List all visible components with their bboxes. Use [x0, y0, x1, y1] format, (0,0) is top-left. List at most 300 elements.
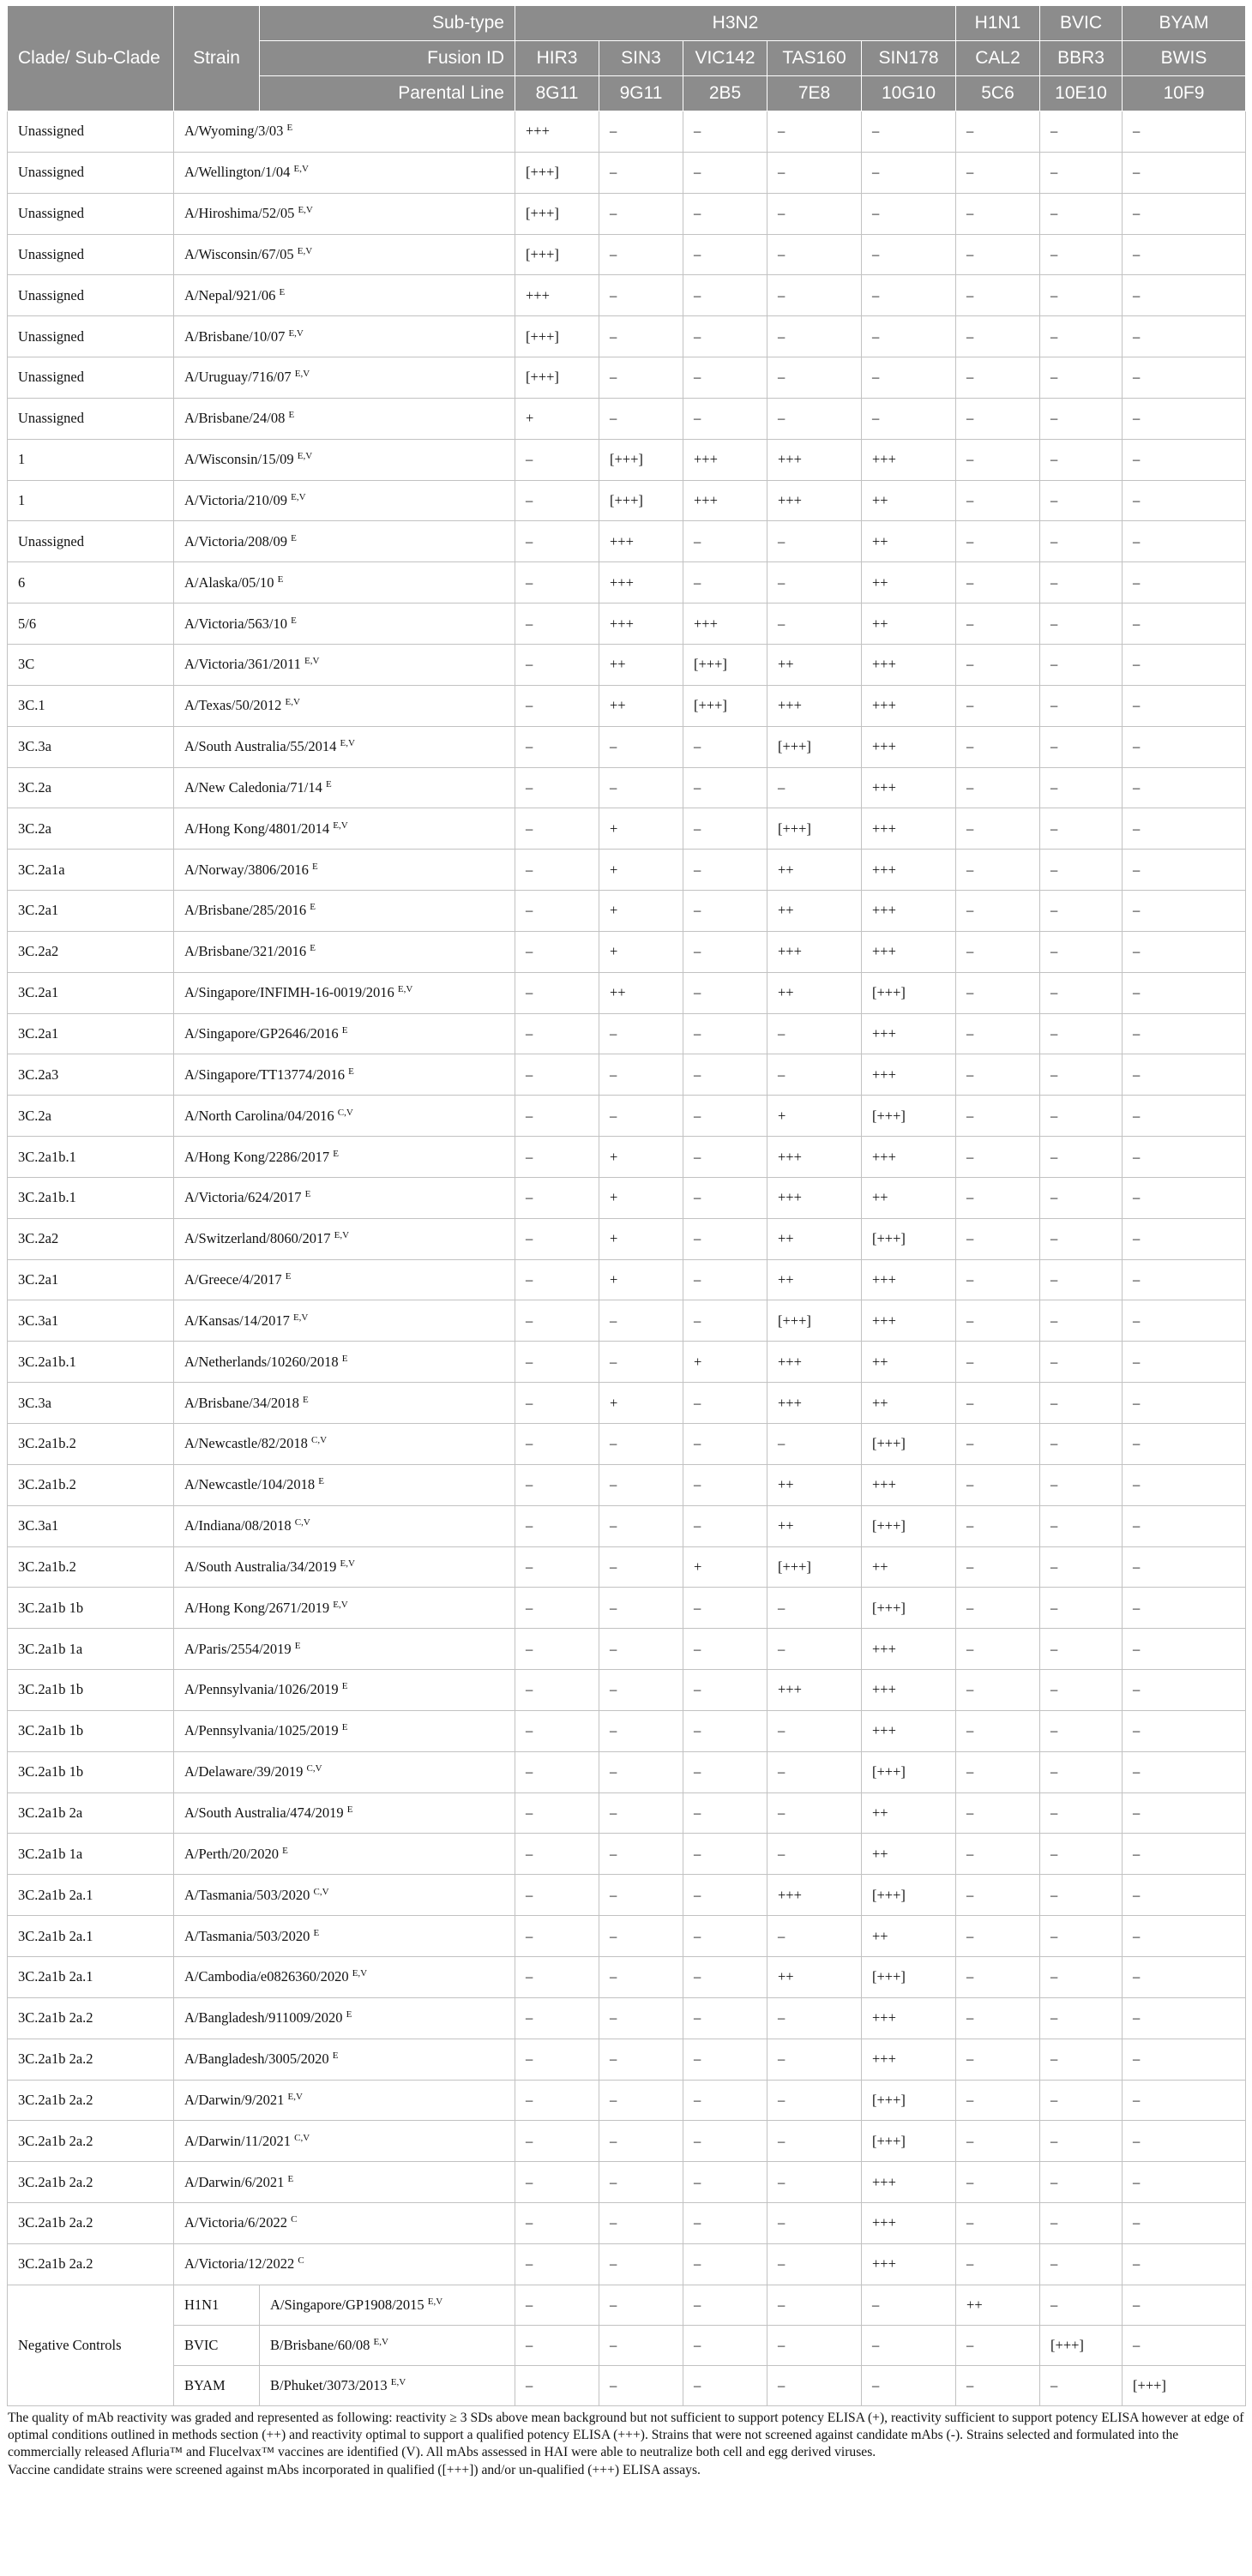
- strain-name: A/Singapore/TT13774/2016: [184, 1066, 345, 1083]
- reactivity-cell: –: [683, 316, 767, 357]
- table-row: [8, 1424, 1246, 1465]
- reactivity-cell: –: [515, 685, 599, 726]
- reactivity-cell: –: [956, 972, 1040, 1013]
- clade-cell: Unassigned: [8, 111, 174, 153]
- reactivity-cell: –: [862, 234, 956, 275]
- reactivity-cell: –: [1040, 726, 1123, 767]
- reactivity-cell: –: [683, 152, 767, 193]
- strain-cell: [174, 1505, 515, 1546]
- reactivity-cell: –: [956, 1751, 1040, 1792]
- reactivity-cell: –: [683, 1218, 767, 1259]
- reactivity-cell: –: [515, 439, 599, 480]
- reactivity-cell: –: [1040, 1916, 1123, 1957]
- strain-cell: [174, 275, 515, 316]
- strain-superscript: E: [341, 1681, 348, 1692]
- table-row: [8, 521, 1246, 562]
- reactivity-cell: –: [767, 603, 862, 645]
- reactivity-cell: ++: [956, 2285, 1040, 2325]
- reactivity-cell: –: [956, 726, 1040, 767]
- reactivity-cell: –: [1040, 1424, 1123, 1465]
- reactivity-cell: –: [767, 316, 862, 357]
- table-row: [8, 1710, 1246, 1751]
- reactivity-cell: –: [956, 1588, 1040, 1629]
- reactivity-cell: –: [1123, 2203, 1246, 2244]
- table-row: [8, 1013, 1246, 1054]
- reactivity-cell: –: [862, 316, 956, 357]
- reactivity-cell: –: [683, 193, 767, 234]
- reactivity-cell: [+++]: [862, 972, 956, 1013]
- reactivity-cell: –: [683, 562, 767, 603]
- negative-controls-label: Negative Controls: [8, 2285, 174, 2405]
- reactivity-cell: –: [1123, 152, 1246, 193]
- reactivity-cell: –: [956, 1834, 1040, 1875]
- reactivity-cell: –: [1123, 111, 1246, 153]
- reactivity-cell: ++: [862, 521, 956, 562]
- reactivity-cell: ++: [862, 603, 956, 645]
- reactivity-cell: –: [956, 2080, 1040, 2121]
- reactivity-cell: –: [599, 152, 683, 193]
- table-row: [8, 1670, 1246, 1711]
- table-row: [8, 1137, 1246, 1178]
- strain-cell: [174, 644, 515, 685]
- reactivity-cell: ++: [767, 891, 862, 932]
- reactivity-cell: –: [1123, 1588, 1246, 1629]
- reactivity-cell: –: [767, 1997, 862, 2039]
- reactivity-cell: –: [1040, 2162, 1123, 2203]
- reactivity-cell: +++: [862, 1997, 956, 2039]
- strain-cell: [174, 2080, 515, 2121]
- reactivity-cell: [+++]: [599, 439, 683, 480]
- reactivity-cell: –: [862, 2325, 956, 2365]
- reactivity-cell: –: [1040, 2080, 1123, 2121]
- reactivity-cell: –: [1123, 1137, 1246, 1178]
- reactivity-cell: –: [599, 2039, 683, 2080]
- strain-cell: [174, 850, 515, 891]
- reactivity-cell: +++: [862, 1300, 956, 1342]
- fusion-id: SIN3: [599, 41, 683, 76]
- strain-superscript: E: [302, 1394, 309, 1405]
- reactivity-cell: –: [956, 1300, 1040, 1342]
- strain-name: A/Brisbane/10/07: [184, 327, 286, 345]
- reactivity-cell: +: [599, 1383, 683, 1424]
- reactivity-cell: +++: [767, 685, 862, 726]
- table-row: [8, 1218, 1246, 1259]
- reactivity-cell: ++: [862, 480, 956, 521]
- reactivity-cell: –: [1123, 1424, 1246, 1465]
- strain-cell: [174, 152, 515, 193]
- reactivity-cell: –: [1123, 1218, 1246, 1259]
- reactivity-cell: –: [1123, 1054, 1246, 1096]
- strain-superscript: C,V: [294, 1517, 310, 1528]
- table-row: [8, 1300, 1246, 1342]
- strain-superscript: E: [313, 1927, 320, 1938]
- strain-cell: [174, 685, 515, 726]
- strain-superscript: E: [279, 286, 286, 297]
- reactivity-cell: –: [683, 1137, 767, 1178]
- reactivity-cell: –: [1123, 275, 1246, 316]
- reactivity-cell: –: [1040, 1751, 1123, 1792]
- reactivity-cell: –: [683, 891, 767, 932]
- reactivity-cell: [+++]: [767, 1546, 862, 1588]
- strain-superscript: E: [291, 615, 297, 626]
- reactivity-cell: –: [767, 398, 862, 439]
- strain-cell: [260, 2285, 515, 2325]
- strain-superscript: E: [346, 2009, 352, 2021]
- reactivity-cell: –: [767, 1916, 862, 1957]
- reactivity-cell: –: [1040, 111, 1123, 153]
- strain-superscript: E: [282, 1845, 288, 1856]
- reactivity-cell: –: [956, 1997, 1040, 2039]
- table-row: [8, 1956, 1246, 1997]
- strain-name: A/Greece/4/2017: [184, 1271, 282, 1288]
- strain-superscript: E,V: [291, 492, 306, 503]
- table-row: [8, 1096, 1246, 1137]
- reactivity-cell: –: [683, 1259, 767, 1300]
- reactivity-cell: –: [1123, 316, 1246, 357]
- table-row: [8, 685, 1246, 726]
- reactivity-cell: +++: [862, 685, 956, 726]
- reactivity-cell: –: [515, 726, 599, 767]
- reactivity-cell: –: [683, 2243, 767, 2285]
- strain-name: A/Victoria/210/09: [184, 492, 287, 509]
- table-row: [8, 1997, 1246, 2039]
- strain-name: A/Victoria/12/2022: [184, 2255, 295, 2273]
- strain-cell: [174, 1997, 515, 2039]
- strain-cell: [174, 1670, 515, 1711]
- reactivity-cell: –: [1123, 972, 1246, 1013]
- strain-superscript: E: [348, 1066, 354, 1077]
- reactivity-cell: –: [1123, 644, 1246, 685]
- reactivity-cell: +++: [862, 1464, 956, 1505]
- strain-header: Strain: [174, 6, 260, 111]
- reactivity-cell: –: [683, 1054, 767, 1096]
- strain-cell: [174, 2203, 515, 2244]
- reactivity-cell: –: [1040, 316, 1123, 357]
- strain-name: A/Nepal/921/06: [184, 286, 276, 303]
- reactivity-cell: –: [683, 850, 767, 891]
- strain-superscript: C,V: [313, 1886, 329, 1897]
- strain-cell: [174, 1875, 515, 1916]
- table-row: [8, 2203, 1246, 2244]
- reactivity-cell: –: [1040, 850, 1123, 891]
- clade-cell: 3C: [8, 644, 174, 685]
- reactivity-cell: –: [683, 1464, 767, 1505]
- strain-name: A/Newcastle/82/2018: [184, 1435, 308, 1452]
- reactivity-cell: –: [1040, 2121, 1123, 2162]
- reactivity-cell: –: [599, 316, 683, 357]
- strain-superscript: E: [304, 1189, 311, 1200]
- reactivity-cell: –: [956, 111, 1040, 153]
- reactivity-cell: –: [515, 1177, 599, 1218]
- strain-superscript: E,V: [288, 327, 304, 339]
- reactivity-cell: –: [1123, 931, 1246, 972]
- reactivity-cell: [+++]: [862, 1588, 956, 1629]
- strain-name: A/Hong Kong/2671/2019: [184, 1599, 330, 1616]
- reactivity-cell: ++: [862, 1383, 956, 1424]
- reactivity-cell: [+++]: [683, 644, 767, 685]
- table-row: [8, 972, 1246, 1013]
- reactivity-cell: –: [515, 931, 599, 972]
- reactivity-cell: –: [599, 398, 683, 439]
- reactivity-cell: –: [1040, 1670, 1123, 1711]
- strain-name: A/North Carolina/04/2016: [184, 1107, 334, 1124]
- reactivity-cell: –: [1040, 972, 1123, 1013]
- reactivity-cell: –: [1123, 1464, 1246, 1505]
- strain-name: A/Hong Kong/4801/2014: [184, 820, 330, 837]
- clade-cell: 3C.2a: [8, 808, 174, 850]
- reactivity-cell: –: [1040, 357, 1123, 399]
- reactivity-cell: –: [862, 111, 956, 153]
- control-row: [8, 2325, 1246, 2365]
- table-row: [8, 1834, 1246, 1875]
- reactivity-cell: –: [862, 357, 956, 399]
- table-row: [8, 1588, 1246, 1629]
- reactivity-cell: +: [599, 931, 683, 972]
- clade-cell: 3C.2a1b 2a.2: [8, 2121, 174, 2162]
- strain-cell: [174, 931, 515, 972]
- reactivity-cell: [+++]: [862, 1875, 956, 1916]
- parental-line: 5C6: [956, 76, 1040, 111]
- reactivity-cell: –: [1123, 1505, 1246, 1546]
- reactivity-cell: –: [599, 1424, 683, 1465]
- clade-cell: 3C.2a1b 1a: [8, 1834, 174, 1875]
- reactivity-cell: –: [515, 1670, 599, 1711]
- reactivity-cell: –: [515, 1916, 599, 1957]
- reactivity-cell: –: [515, 1956, 599, 1997]
- clade-cell: 3C.2a: [8, 1096, 174, 1137]
- reactivity-cell: –: [515, 2203, 599, 2244]
- strain-cell: [174, 1259, 515, 1300]
- reactivity-cell: –: [862, 152, 956, 193]
- reactivity-cell: –: [515, 2325, 599, 2365]
- reactivity-cell: –: [599, 1342, 683, 1383]
- reactivity-cell: [+++]: [862, 2121, 956, 2162]
- clade-cell: 1: [8, 480, 174, 521]
- reactivity-cell: –: [515, 1383, 599, 1424]
- reactivity-cell: –: [767, 2039, 862, 2080]
- table-row: [8, 644, 1246, 685]
- reactivity-cell: [+++]: [767, 726, 862, 767]
- reactivity-cell: +++: [767, 1875, 862, 1916]
- footnote: Vaccine candidate strains were screened against mAbs incorporated in qualified ([+++]) and/or un-qualified (+++) ELISA assays.: [8, 2462, 701, 2477]
- strain-cell: [174, 193, 515, 234]
- reactivity-cell: –: [956, 234, 1040, 275]
- table-row: [8, 562, 1246, 603]
- reactivity-cell: –: [956, 562, 1040, 603]
- reactivity-cell: –: [683, 1424, 767, 1465]
- reactivity-cell: –: [767, 2162, 862, 2203]
- strain-name: A/Bangladesh/3005/2020: [184, 2051, 329, 2068]
- reactivity-cell: –: [956, 1424, 1040, 1465]
- control-row: [8, 2365, 1246, 2405]
- reactivity-cell: –: [1040, 2203, 1123, 2244]
- reactivity-cell: –: [956, 891, 1040, 932]
- reactivity-cell: +++: [767, 931, 862, 972]
- reactivity-cell: –: [767, 767, 862, 808]
- reactivity-cell: [+++]: [862, 1424, 956, 1465]
- strain-superscript: E,V: [340, 1558, 355, 1569]
- clade-header: Clade/ Sub-Clade: [8, 6, 174, 111]
- table-row: [8, 931, 1246, 972]
- strain-superscript: E: [341, 1722, 348, 1733]
- fusion-id: HIR3: [515, 41, 599, 76]
- strain-name: A/Cambodia/e0826360/2020: [184, 1968, 349, 1985]
- strain-superscript: E,V: [297, 245, 313, 256]
- strain-name: A/Wellington/1/04: [184, 164, 291, 181]
- reactivity-cell: –: [956, 1505, 1040, 1546]
- parental-line: 7E8: [767, 76, 862, 111]
- reactivity-cell: +++: [862, 2039, 956, 2080]
- reactivity-cell: –: [956, 1956, 1040, 1997]
- reactivity-cell: –: [1123, 562, 1246, 603]
- reactivity-cell: –: [683, 1505, 767, 1546]
- clade-cell: Unassigned: [8, 152, 174, 193]
- reactivity-cell: –: [599, 1629, 683, 1670]
- reactivity-cell: +++: [683, 603, 767, 645]
- reactivity-cell: –: [1123, 1300, 1246, 1342]
- table-row: [8, 1177, 1246, 1218]
- strain-name: A/South Australia/55/2014: [184, 738, 337, 755]
- reactivity-cell: –: [599, 357, 683, 399]
- strain-superscript: E,V: [333, 820, 348, 831]
- strain-cell: [174, 1137, 515, 1178]
- reactivity-cell: –: [515, 521, 599, 562]
- reactivity-cell: –: [599, 1997, 683, 2039]
- strain-name: A/Brisbane/34/2018: [184, 1394, 299, 1411]
- reactivity-cell: –: [767, 193, 862, 234]
- reactivity-cell: +: [683, 1342, 767, 1383]
- reactivity-cell: –: [1040, 931, 1123, 972]
- strain-name: B/Brisbane/60/08: [270, 2336, 370, 2353]
- reactivity-cell: ++: [767, 1464, 862, 1505]
- reactivity-cell: –: [767, 2243, 862, 2285]
- reactivity-cell: –: [599, 1505, 683, 1546]
- table-row: [8, 1792, 1246, 1834]
- clade-cell: 3C.2a1b 1b: [8, 1670, 174, 1711]
- reactivity-cell: –: [1040, 1956, 1123, 1997]
- reactivity-cell: [+++]: [862, 2080, 956, 2121]
- clade-cell: 3C.2a1b 2a.2: [8, 2080, 174, 2121]
- reactivity-cell: –: [683, 2285, 767, 2325]
- reactivity-cell: –: [515, 603, 599, 645]
- strain-cell: [174, 1464, 515, 1505]
- control-row: [8, 2285, 1246, 2325]
- clade-cell: Unassigned: [8, 357, 174, 399]
- reactivity-cell: –: [515, 2243, 599, 2285]
- parental-label: Parental Line: [260, 76, 515, 111]
- reactivity-cell: –: [515, 767, 599, 808]
- strain-name: A/Newcastle/104/2018: [184, 1476, 316, 1493]
- clade-cell: 3C.2a1b 2a.2: [8, 1997, 174, 2039]
- fusion-id: VIC142: [683, 41, 767, 76]
- reactivity-cell: –: [767, 357, 862, 399]
- reactivity-cell: –: [599, 1096, 683, 1137]
- reactivity-cell: ++: [767, 972, 862, 1013]
- reactivity-cell: –: [956, 1383, 1040, 1424]
- reactivity-cell: –: [1123, 1997, 1246, 2039]
- reactivity-cell: –: [862, 275, 956, 316]
- strain-superscript: E,V: [340, 738, 355, 749]
- reactivity-cell: –: [1040, 1588, 1123, 1629]
- reactivity-cell: –: [767, 1424, 862, 1465]
- reactivity-cell: –: [767, 1834, 862, 1875]
- reactivity-cell: –: [599, 2080, 683, 2121]
- reactivity-cell: +++: [599, 603, 683, 645]
- reactivity-cell: ++: [862, 1342, 956, 1383]
- table-row: [8, 275, 1246, 316]
- table-row: [8, 439, 1246, 480]
- reactivity-cell: +++: [862, 891, 956, 932]
- reactivity-cell: –: [515, 1546, 599, 1588]
- clade-cell: 3C.2a1b 2a.2: [8, 2162, 174, 2203]
- reactivity-cell: –: [956, 850, 1040, 891]
- reactivity-cell: –: [1123, 891, 1246, 932]
- reactivity-cell: –: [1123, 726, 1246, 767]
- reactivity-cell: –: [767, 1054, 862, 1096]
- strain-name: A/Perth/20/2020: [184, 1845, 279, 1862]
- reactivity-cell: –: [956, 1137, 1040, 1178]
- reactivity-cell: –: [1123, 1834, 1246, 1875]
- fusion-label: Fusion ID: [260, 41, 515, 76]
- reactivity-cell: –: [1040, 1013, 1123, 1054]
- fusion-id: TAS160: [767, 41, 862, 76]
- strain-cell: [174, 2121, 515, 2162]
- reactivity-cell: –: [515, 1629, 599, 1670]
- strain-superscript: E: [277, 573, 284, 585]
- reactivity-cell: –: [956, 439, 1040, 480]
- reactivity-cell: –: [599, 2243, 683, 2285]
- reactivity-cell: –: [956, 685, 1040, 726]
- strain-superscript: E: [288, 410, 295, 421]
- reactivity-cell: –: [956, 1546, 1040, 1588]
- strain-name: A/South Australia/474/2019: [184, 1804, 344, 1822]
- reactivity-cell: –: [515, 2162, 599, 2203]
- strain-superscript: E,V: [287, 2091, 303, 2102]
- reactivity-cell: –: [1040, 644, 1123, 685]
- reactivity-cell: –: [683, 398, 767, 439]
- strain-superscript: E: [310, 943, 316, 954]
- reactivity-cell: –: [1040, 1997, 1123, 2039]
- reactivity-cell: +++: [862, 850, 956, 891]
- reactivity-cell: +++: [862, 1137, 956, 1178]
- reactivity-cell: +++: [862, 808, 956, 850]
- reactivity-cell: +++: [862, 2203, 956, 2244]
- strain-superscript: C,V: [306, 1763, 322, 1774]
- reactivity-cell: –: [515, 480, 599, 521]
- reactivity-cell: –: [1040, 1875, 1123, 1916]
- strain-superscript: E,V: [334, 1230, 350, 1241]
- strain-cell: [174, 398, 515, 439]
- fusion-id: BWIS: [1123, 41, 1246, 76]
- reactivity-cell: –: [1040, 1629, 1123, 1670]
- strain-cell: [174, 357, 515, 399]
- reactivity-cell: –: [956, 1670, 1040, 1711]
- reactivity-cell: +++: [767, 1177, 862, 1218]
- reactivity-cell: –: [1123, 1013, 1246, 1054]
- clade-cell: 3C.2a1b 2a.1: [8, 1956, 174, 1997]
- mab-reactivity-table: [7, 5, 1246, 2406]
- strain-cell: [174, 1751, 515, 1792]
- table-row: [8, 1916, 1246, 1957]
- reactivity-cell: –: [767, 2080, 862, 2121]
- reactivity-cell: +++: [862, 767, 956, 808]
- reactivity-cell: –: [515, 1137, 599, 1178]
- table-row: [8, 726, 1246, 767]
- strain-cell: [174, 562, 515, 603]
- reactivity-cell: –: [683, 1956, 767, 1997]
- reactivity-cell: –: [956, 2365, 1040, 2405]
- reactivity-cell: –: [956, 1177, 1040, 1218]
